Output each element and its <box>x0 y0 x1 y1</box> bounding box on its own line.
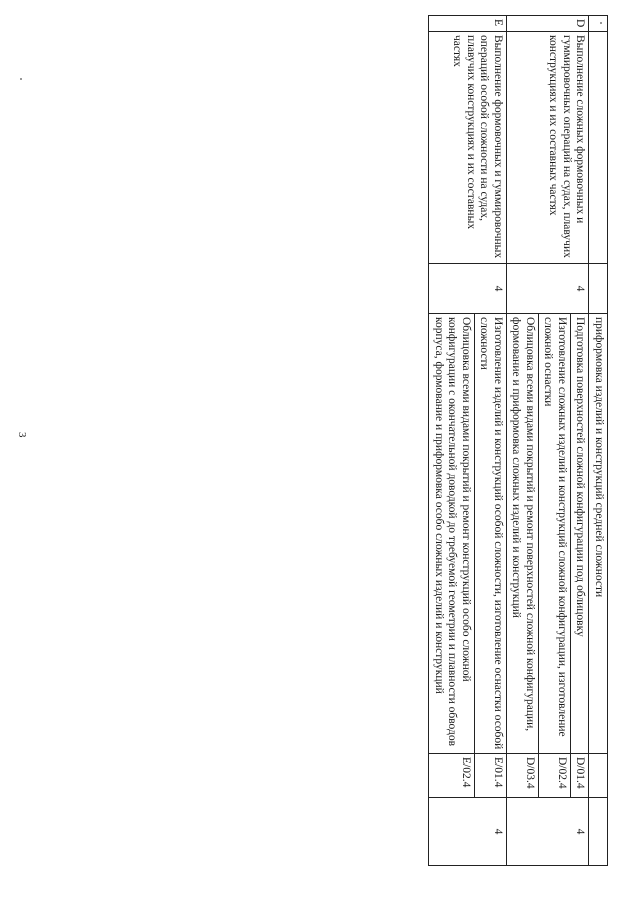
table-cell <box>589 16 608 32</box>
function-name-cell: Облицовка всеми видами покрытий и ремонт конструкций особо сложной конфигурации с окончательной доводкой до требуемой геометрии и плавности обводов корпуса, формование и приформовка особо сложных изделий и конструкций <box>429 314 475 754</box>
table-row <box>475 16 507 866</box>
function-name-cell: Подготовка поверхностей сложной конфигурации под облицовку <box>571 314 590 754</box>
sub-level-cell: 4 <box>429 798 507 866</box>
function-name-cell: Облицовка всеми видами покрытий и ремонт поверхностей сложной конфигурации, формование и приформовка сложных изделий и конструкций <box>507 314 539 754</box>
table-row <box>571 16 590 866</box>
group-title-cell: Выполнение сложных формовочных и гуммировочных операций на судах, плавучих конструкциях и их составных частях <box>507 32 590 264</box>
function-code-cell: E/01.4 <box>475 754 507 798</box>
function-code-cell: E/02.4 <box>429 754 475 798</box>
function-name-cell: Изготовление сложных изделий и конструкций сложной конфигурации, изготовление сложной оснастки <box>539 314 571 754</box>
function-code-cell: D/03.4 <box>507 754 539 798</box>
function-name-cell: Изготовление изделий и конструкций особой сложности, изготовление оснастки особой сложности <box>475 314 507 754</box>
work-functions-table <box>429 15 609 866</box>
table-cell <box>589 264 608 314</box>
sub-level-cell: 4 <box>507 798 590 866</box>
function-code-cell: D/01.4 <box>571 754 590 798</box>
function-name-cell: приформовка изделий и конструкций средней сложности <box>589 314 608 754</box>
group-code-cell: E <box>429 16 507 32</box>
group-code-cell: D <box>507 16 590 32</box>
table-cell <box>589 798 608 866</box>
table-row <box>589 16 608 866</box>
page-number: 3 <box>16 432 28 438</box>
table-cell <box>589 754 608 798</box>
table-cell <box>589 32 608 264</box>
qualification-level-cell: 4 <box>507 264 590 314</box>
group-title-cell: Выполнение формовочных и гуммировочных операций особой сложности на судах, плавучих конструкциях и их составных частях <box>429 32 507 264</box>
function-code-cell: D/02.4 <box>539 754 571 798</box>
qualification-level-cell: 4 <box>429 264 507 314</box>
